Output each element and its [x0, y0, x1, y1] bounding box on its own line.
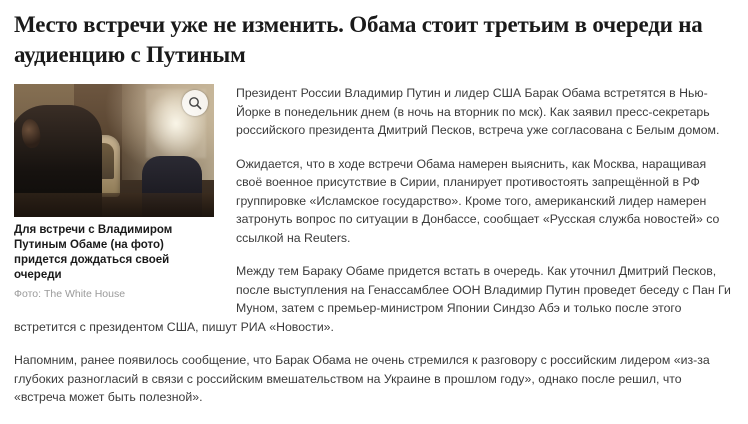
figure-caption: Для встречи с Владимиром Путиным Обаме (на фото) придется дождаться своей очереди: [14, 224, 173, 281]
photo-person-head: [20, 118, 42, 149]
figure-credit: Фото: The White House: [14, 288, 126, 300]
article-paragraph: Напомним, ранее появилось сообщение, что Барак Обама не очень стремился к разговору с российским лидером «из-за глубоких разногласий в связи с российским вмешательством на Украине в прошлом году», однако после решил, что «встреча может быть полезной».: [14, 353, 710, 404]
article-body: [14, 84, 734, 407]
article-paragraph: Между тем Бараку Обаме придется встать в очередь. Как уточнил Дмитрий Песков, после выступления на Генассамблее ООН Владимир Путин проведет беседу с Пан Ги Муном, затем с премьер-министром Японии Синдзо Абэ и только после этого встретится с президентом США, пишут РИА «Новости».: [14, 264, 731, 334]
photo-floor: [14, 193, 214, 217]
article-paragraph: Ожидается, что в ходе встречи Обама намерен выяснить, как Москва, наращивая своё военное присутствие в Сирии, планирует противостоять запрещённой в РФ группировке «Исламское государство». Кроме того, американский лидер намерен затронуть вопрос по ситуации в Донбассе, сообщает «Русская служба новостей» со ссылкой на Reuters.: [236, 156, 720, 245]
magnifier-icon[interactable]: [182, 90, 208, 116]
article-paragraph: Президент России Владимир Путин и лидер США Барак Обама встретятся в Нью-Йорке в понедельник днем (в ночь на вторник по мск). Как заявил пресс-секретарь российского президента Дмитрий Песков, встреча уже согласована с Белым домом.: [236, 86, 720, 137]
page-title: Место встречи уже не изменить. Обама стоит третьим в очереди на аудиенцию с Путиным: [14, 12, 703, 67]
article-photo[interactable]: [14, 84, 214, 217]
article-figure: [14, 84, 214, 300]
